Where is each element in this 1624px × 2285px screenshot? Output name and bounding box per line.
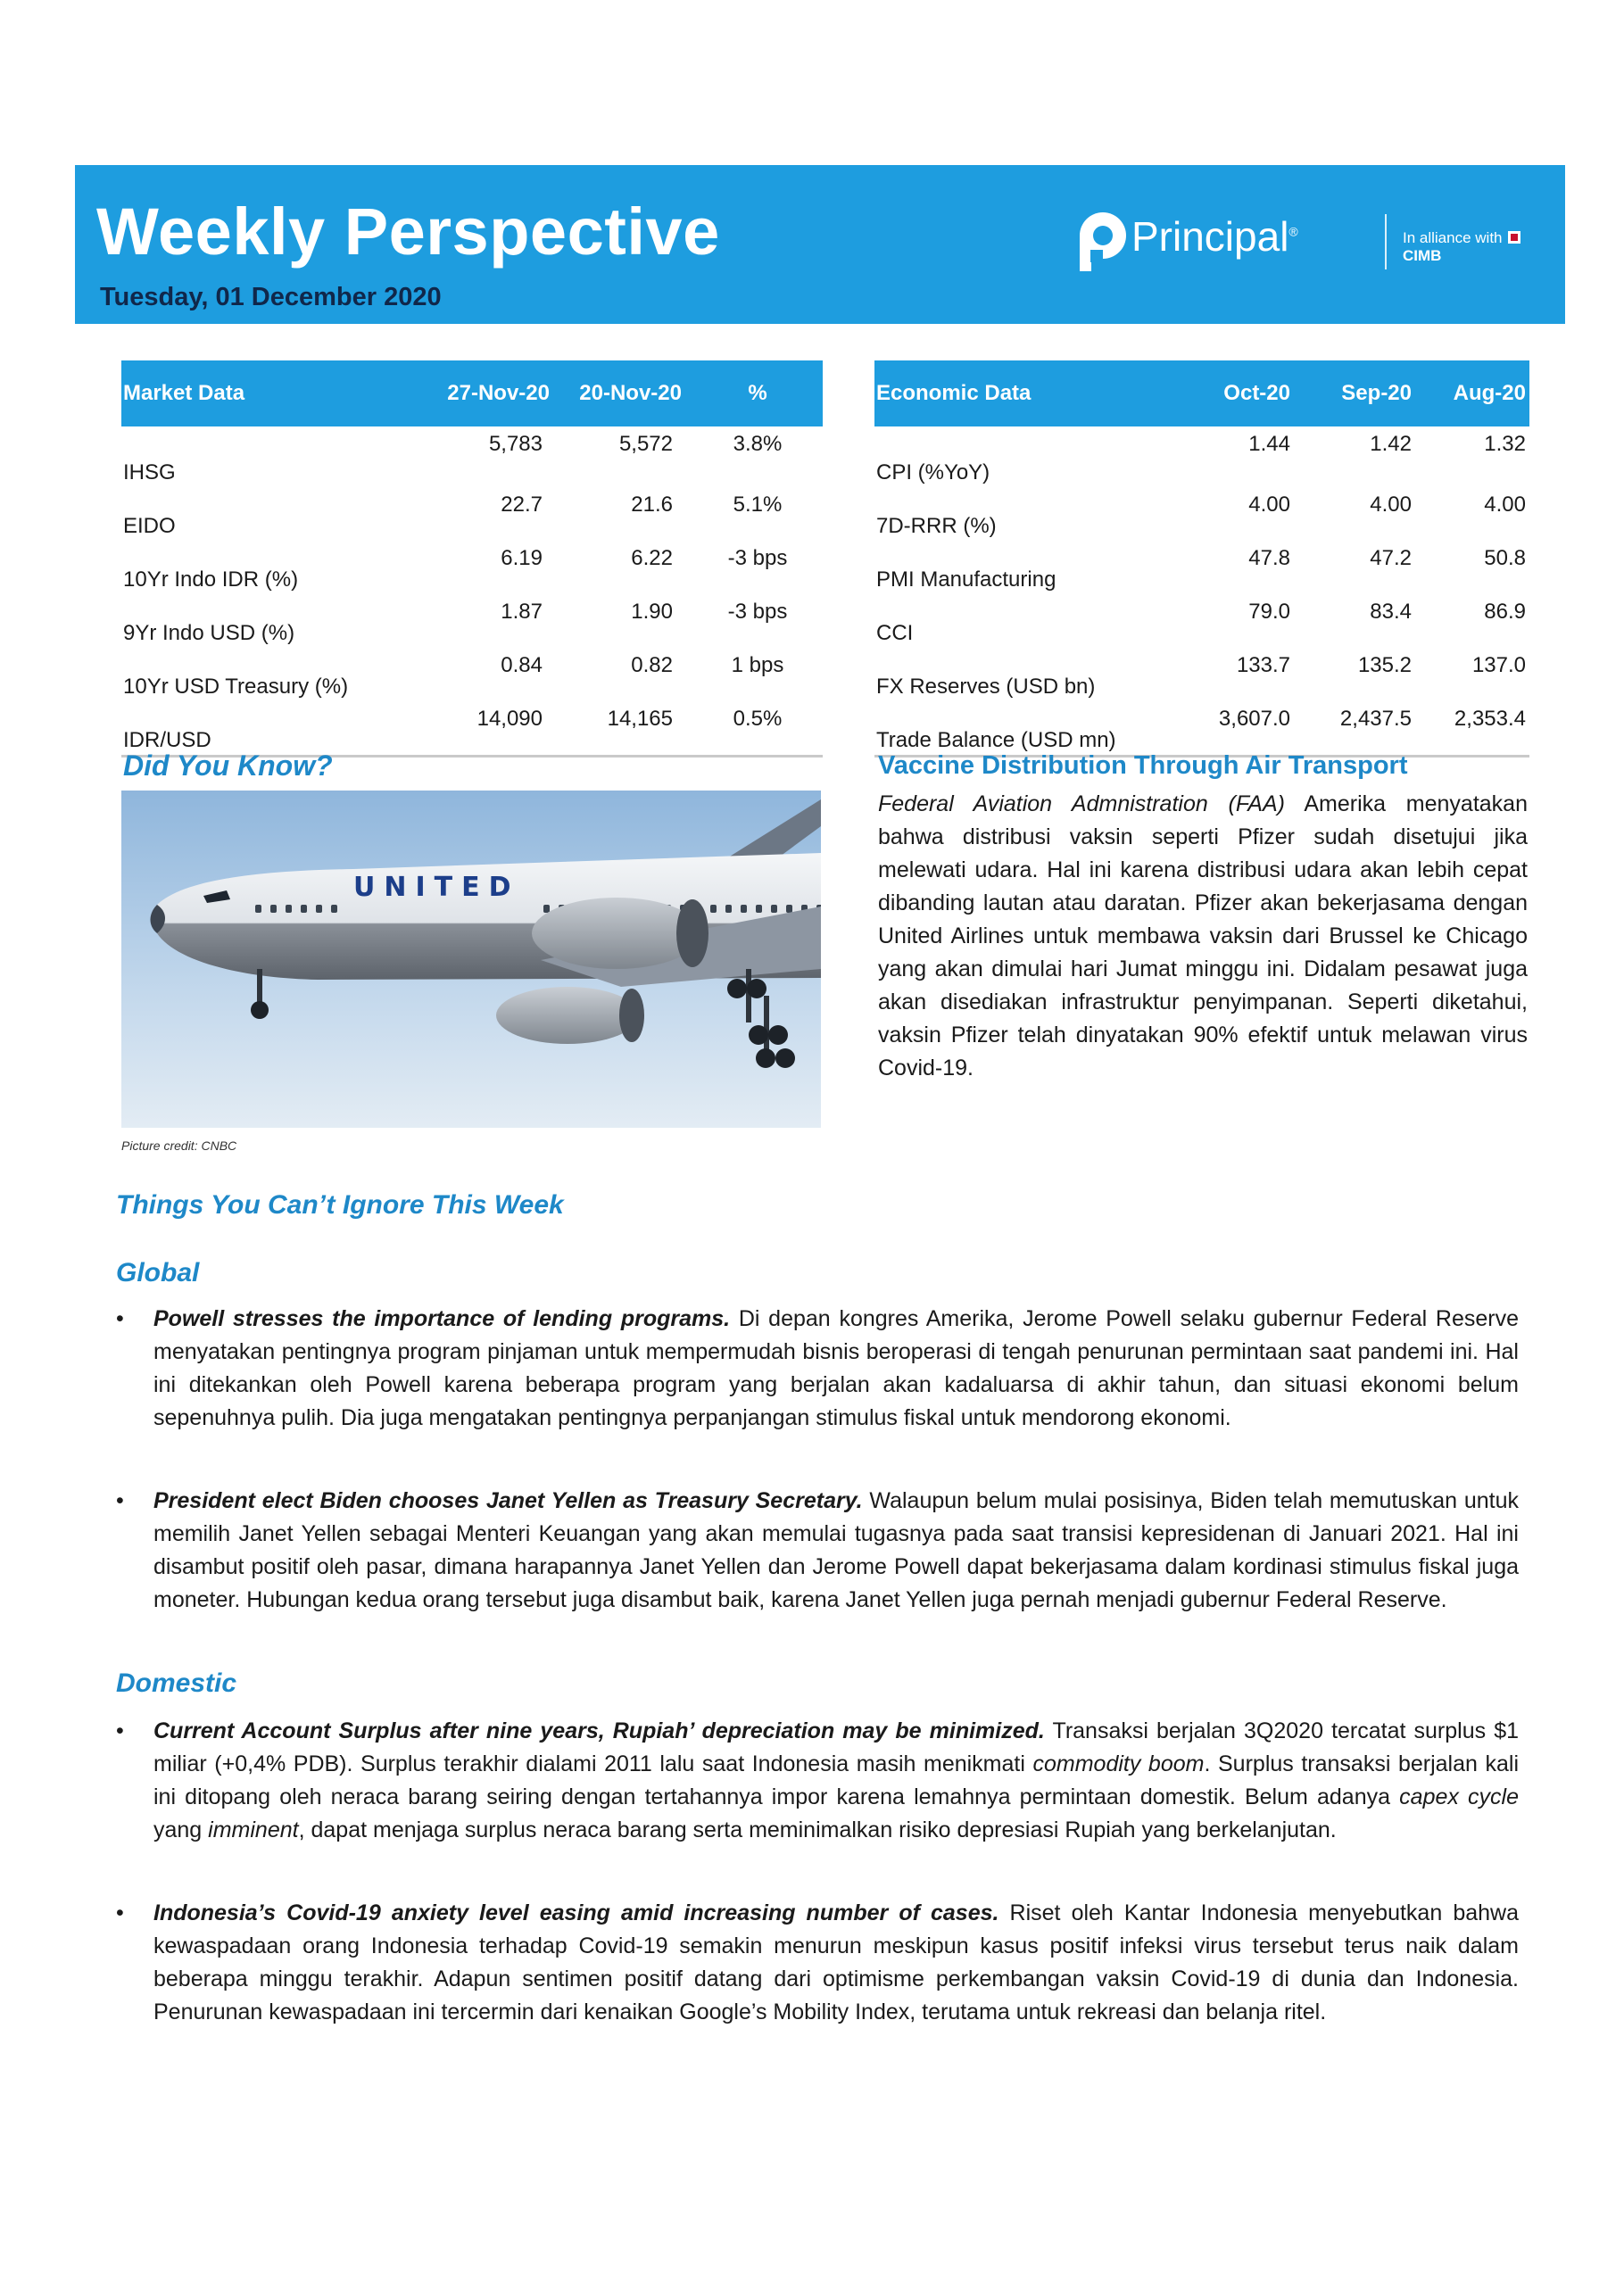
header-banner	[75, 165, 1565, 324]
plane-window	[771, 905, 777, 913]
bullet-italic: commodity boom	[1032, 1751, 1205, 1776]
row-value: 1.87	[501, 600, 543, 624]
row-label: CCI	[876, 621, 914, 645]
economic-col-header: Oct-20	[1178, 360, 1303, 426]
bullet-body: . Surplus transaksi berjalan kali ini ditopang oleh neraca barang seiring dengan tertahannya impor karena lemahnya permintaan domestik. Belum adanya	[153, 1751, 1519, 1809]
row-value: 47.8	[1248, 546, 1290, 570]
plane-window	[270, 905, 277, 913]
market-col-header: %	[692, 360, 823, 426]
plane-window	[316, 905, 322, 913]
row-value: 3.8%	[733, 432, 783, 456]
row-value: 5,783	[488, 432, 543, 456]
market-data-table	[121, 360, 823, 758]
vaccine-body-text: Amerika menyatakan bahwa distribusi vaksin seperti Pfizer sudah disetujui jika melewati udara. Hal ini karena distribusi udara akan lebih cepat dibanding lautan atau daratan. Pfizer akan bekerjasama dengan United Airlines untuk membawa vaksin dari Brussel ke Chicago yang akan dimulai hari Jumat minggu ini. Didalam pesawat juga akan disediakan infrastruktur penyimpanan. Seperti diketahui, vaksin Pfizer telah dinyatakan 90% efektif untuk melawan virus Covid-19.	[878, 791, 1528, 1080]
plane-window	[301, 905, 307, 913]
plane-window	[786, 905, 792, 913]
row-value: 1 bps	[731, 653, 784, 677]
did-you-know-heading: Did You Know?	[123, 749, 333, 782]
plane-window	[286, 905, 292, 913]
bullet-body: Di depan kongres Amerika, Jerome Powell selaku gubernur Federal Reserve menyatakan pentingnya program pinjaman untuk mempermudah bisnis beroperasi di tengah penurunan permintaan saat pandemi ini. Hal ini ditekankan oleh Powell karena beberapa program yang berjalan akan kadaluarsa di akhir tahun, dan situasi ekonomi belum sepenuhnya pulih. Dia juga mengatakan pentingnya perpanjangan stimulus fiskal untuk mendorong ekonomi.	[153, 1306, 1520, 1430]
bullet-lead: President elect Biden chooses Janet Yellen as Treasury Secretary.	[153, 1488, 863, 1513]
row-label: FX Reserves (USD bn)	[876, 675, 1096, 699]
cimb-flag-icon	[1508, 231, 1520, 244]
row-value: 5.1%	[733, 493, 783, 517]
row-value: 2,353.4	[1424, 701, 1529, 757]
row-value: 14,165	[559, 701, 692, 757]
row-value: 21.6	[631, 493, 673, 517]
row-value: 1.44	[1248, 432, 1290, 456]
row-value: 1.32	[1484, 432, 1526, 456]
row-label: 10Yr USD Treasury (%)	[123, 675, 349, 699]
bullet-lead: Indonesia’s Covid-19 anxiety level easing amid increasing number of cases.	[153, 1900, 999, 1925]
plane-window	[725, 905, 732, 913]
row-value: 47.2	[1370, 546, 1412, 570]
global-bullet	[118, 1303, 1519, 1435]
vaccine-body-italic: Federal Aviation Admnistration (FAA)	[878, 791, 1285, 816]
row-value: 14,090	[407, 701, 559, 757]
row-label: Trade Balance (USD mn)	[874, 701, 1178, 757]
domestic-heading: Domestic	[116, 1668, 237, 1698]
market-row	[121, 648, 823, 701]
alliance-label: In alliance withCIMB	[1403, 229, 1538, 265]
row-label: 9Yr Indo USD (%)	[123, 621, 295, 645]
row-value: 6.19	[501, 546, 543, 570]
market-row	[121, 594, 823, 648]
row-value: 133.7	[1236, 653, 1290, 677]
row-label: IDR/USD	[121, 701, 407, 757]
economic-col-header: Sep-20	[1303, 360, 1424, 426]
bullet-body: Transaksi berjalan 3Q2020 tercatat surplus $1 miliar (+0,4% PDB). Surplus terakhir dialami 2011 lalu saat Indonesia masih menikmati	[153, 1718, 1519, 1776]
row-value: 0.84	[501, 653, 543, 677]
plane-window	[331, 905, 337, 913]
picture-credit: Picture credit: CNBC	[121, 1138, 237, 1153]
row-value: 135.2	[1357, 653, 1412, 677]
bullet-marker: •	[116, 1488, 124, 1513]
bullet-marker: •	[116, 1900, 124, 1925]
row-label: EIDO	[123, 514, 176, 538]
row-value: 1.90	[631, 600, 673, 624]
economic-row	[874, 648, 1529, 701]
row-value: 4.00	[1484, 493, 1526, 517]
row-value: 50.8	[1484, 546, 1526, 570]
economic-row	[874, 487, 1529, 541]
logo-divider	[1385, 214, 1387, 269]
global-bullet	[118, 1485, 1519, 1617]
bullet-italic: imminent	[208, 1817, 299, 1842]
row-label: 10Yr Indo IDR (%)	[123, 567, 299, 592]
principal-logo	[1074, 205, 1538, 277]
things-heading: Things You Can’t Ignore This Week	[116, 1190, 564, 1220]
principal-mark-icon	[1074, 209, 1128, 275]
row-value: 22.7	[501, 493, 543, 517]
row-label: IHSG	[123, 460, 176, 484]
page-title: Weekly Perspective	[96, 195, 720, 269]
row-value: 2,437.5	[1303, 701, 1424, 757]
row-value: 137.0	[1471, 653, 1526, 677]
row-label: 7D-RRR (%)	[876, 514, 997, 538]
market-col-header: 27-Nov-20	[407, 360, 559, 426]
economic-row	[874, 426, 1529, 487]
economic-row	[874, 701, 1529, 757]
market-col-header: Market Data	[121, 360, 407, 426]
bullet-body: , dapat menjaga surplus neraca barang serta meminimalkan risiko depresiasi Rupiah yang berkelanjutan.	[298, 1817, 1337, 1842]
global-heading: Global	[116, 1258, 200, 1287]
bullet-lead: Current Account Surplus after nine years, Rupiah’ depreciation may be minimized.	[153, 1718, 1045, 1743]
economic-col-header: Economic Data	[874, 360, 1178, 426]
vaccine-heading: Vaccine Distribution Through Air Transport	[878, 751, 1408, 780]
plane-window	[710, 905, 717, 913]
row-value: 4.00	[1248, 493, 1290, 517]
row-value: 83.4	[1370, 600, 1412, 624]
economic-row	[874, 594, 1529, 648]
row-value: 4.00	[1370, 493, 1412, 517]
row-value: -3 bps	[727, 546, 788, 570]
economic-col-header: Aug-20	[1424, 360, 1529, 426]
market-header-row	[121, 360, 823, 426]
plane-window	[741, 905, 747, 913]
row-value: 5,572	[618, 432, 673, 456]
bullet-body: yang	[153, 1817, 209, 1842]
economic-row	[874, 541, 1529, 594]
economic-header-row	[874, 360, 1529, 426]
row-value: 79.0	[1248, 600, 1290, 624]
plane-window	[756, 905, 762, 913]
row-label: PMI Manufacturing	[876, 567, 1056, 592]
bullet-marker: •	[116, 1718, 124, 1743]
report-date: Tuesday, 01 December 2020	[100, 283, 442, 311]
row-label: CPI (%YoY)	[876, 460, 990, 484]
airplane-image	[121, 791, 821, 1128]
bullet-marker: •	[116, 1306, 124, 1331]
market-row	[121, 701, 823, 757]
logo-text: Principal®	[1131, 213, 1298, 260]
bullet-lead: Powell stresses the importance of lending programs.	[153, 1306, 731, 1331]
plane-window	[543, 905, 550, 913]
market-row	[121, 541, 823, 594]
domestic-bullet	[118, 1715, 1519, 1847]
plane-window	[255, 905, 261, 913]
bullet-italic: capex cycle	[1399, 1784, 1519, 1809]
row-value: 1.42	[1370, 432, 1412, 456]
row-value: 3,607.0	[1178, 701, 1303, 757]
domestic-bullet	[118, 1897, 1519, 2029]
vaccine-body	[878, 788, 1528, 1085]
row-value: 86.9	[1484, 600, 1526, 624]
row-value: 0.5%	[692, 701, 823, 757]
row-value: 0.82	[631, 653, 673, 677]
row-value: 6.22	[631, 546, 673, 570]
bullet-body: Riset oleh Kantar Indonesia menyebutkan bahwa kewaspadaan orang Indonesia terhadap Covid-19 semakin menurun meskipun kasus positif infeksi virus tersebut terus naik dalam beberapa minggu terakhir. Adapun sentimen positif datang dari optimisme perkembangan vaksin Covid-19 di dunia dan Indonesia. Penurunan kewaspadaan ini tercermin dari kenaikan Google’s Mobility Index, terutama untuk rekreasi dan belanja ritel.	[153, 1900, 1519, 2024]
row-value: -3 bps	[727, 600, 788, 624]
economic-data-table	[874, 360, 1529, 758]
plane-photo	[121, 791, 821, 1128]
market-col-header: 20-Nov-20	[559, 360, 692, 426]
livery-text: UNITED	[353, 872, 520, 903]
market-row	[121, 487, 823, 541]
market-row	[121, 426, 823, 487]
bullet-body: Walaupun belum mulai posisinya, Biden telah memutuskan untuk memilih Janet Yellen sebagai Menteri Keuangan yang akan memulai tugasnya pada saat transisi kepresidenan di Januari 2021. Hal ini disambut positif oleh pasar, dimana harapannya Janet Yellen dan Jerome Powell dapat bekerjasama dalam kordinasi stimulus fiskal juga moneter. Hubungan kedua orang tersebut juga disambut baik, karena Janet Yellen juga pernah menjadi gubernur Federal Reserve.	[153, 1488, 1519, 1612]
